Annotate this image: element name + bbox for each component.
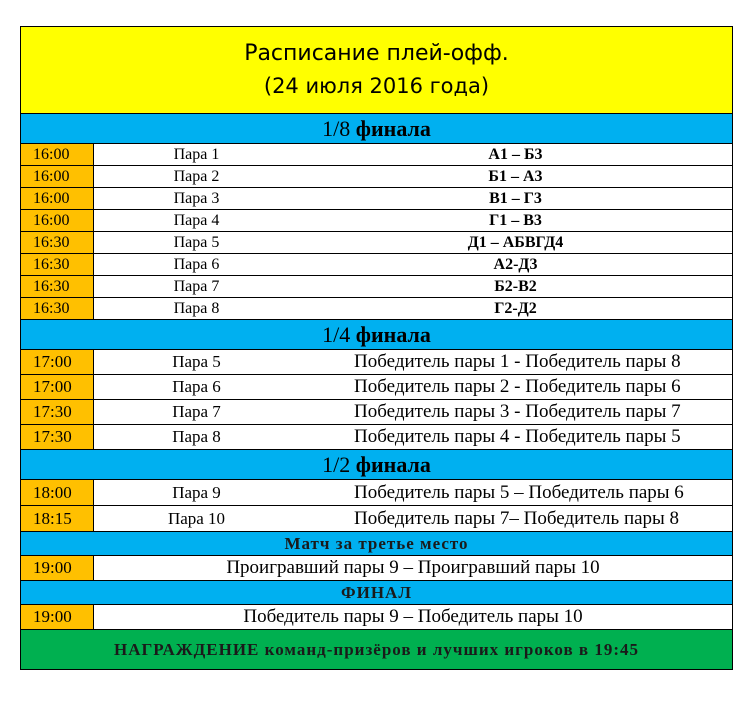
pair-number: Пара 2 [173, 167, 220, 185]
stage-header-sf [21, 450, 732, 480]
match-time: 17:30 [21, 400, 94, 424]
table-row [21, 350, 732, 375]
table-row [21, 232, 732, 254]
match-teams: Победитель пары 2 - Победитель пары 6 [354, 376, 681, 397]
match-time: 16:30 [21, 232, 94, 253]
match-time: 17:00 [21, 350, 94, 374]
award-banner [21, 630, 732, 669]
match-time: 19:00 [21, 605, 94, 629]
pair-number: Пара 1 [173, 145, 220, 163]
table-row [21, 188, 732, 210]
pair-number: Пара 5 [172, 352, 221, 371]
match-teams: В1 – Г3 [489, 189, 542, 207]
match-teams: Проигравший пары 9 – Проигравший пары 10 [226, 557, 600, 578]
match-time: 16:00 [21, 188, 94, 209]
table-row [21, 166, 732, 188]
match-teams: Д1 – АБВГД4 [467, 233, 564, 251]
pair-number: Пара 6 [173, 255, 220, 273]
match-time: 19:00 [21, 556, 94, 580]
pair-number: Пара 9 [172, 482, 221, 502]
pair-number: Пара 8 [173, 299, 220, 317]
award-label: НАГРАЖДЕНИЕ команд-призёров и лучших игроков в 19:45 [113, 639, 640, 659]
table-row [21, 400, 732, 425]
table-row [21, 210, 732, 232]
stage-word: финала [355, 321, 431, 347]
pair-number: Пара 5 [173, 233, 220, 251]
table-row [21, 144, 732, 166]
stage-label: ФИНАЛ [341, 582, 412, 602]
match-time: 16:30 [21, 298, 94, 319]
match-teams: Победитель пары 5 – Победитель пары 6 [354, 481, 684, 503]
match-time: 16:00 [21, 166, 94, 187]
match-time: 18:15 [21, 506, 94, 531]
stage-word: финала [355, 451, 431, 477]
pair-number: Пара 7 [173, 277, 220, 295]
table-row [21, 298, 732, 320]
stage-prefix: 1/2 [322, 451, 351, 477]
stage-header-final [21, 581, 732, 605]
match-time: 16:00 [21, 144, 94, 165]
match-teams: Победитель пары 7– Победитель пары 8 [354, 507, 680, 529]
table-row [21, 254, 732, 276]
pair-number: Пара 7 [172, 402, 221, 421]
stage-header-r16 [21, 114, 732, 144]
match-teams: Г1 – В3 [489, 211, 542, 229]
stage-header-qf [21, 320, 732, 350]
table-row-final [21, 605, 732, 630]
page-title: Расписание плей-офф. [244, 41, 509, 66]
match-time: 16:30 [21, 276, 94, 297]
match-teams: Б2-В2 [494, 277, 537, 295]
table-row [21, 375, 732, 400]
stage-prefix: 1/8 [322, 115, 351, 141]
pair-number: Пара 3 [173, 189, 220, 207]
table-row [21, 480, 732, 506]
stage-label: Матч за третье место [284, 533, 469, 553]
pair-number: Пара 10 [167, 508, 226, 528]
title-block [21, 27, 732, 114]
stage-header-third-place [21, 532, 732, 556]
match-time: 16:30 [21, 254, 94, 275]
table-row [21, 276, 732, 298]
match-teams: Победитель пары 4 - Победитель пары 5 [354, 426, 681, 447]
match-time: 17:00 [21, 375, 94, 399]
match-time: 17:30 [21, 425, 94, 449]
table-row-third-place [21, 556, 732, 581]
table-row [21, 425, 732, 450]
pair-number: Пара 4 [173, 211, 220, 229]
table-row [21, 506, 732, 532]
match-teams: А1 – Б3 [488, 145, 543, 163]
match-teams: Победитель пары 9 – Победитель пары 10 [243, 606, 583, 627]
pair-number: Пара 6 [172, 377, 221, 396]
page-subtitle: (24 июля 2016 года) [263, 74, 490, 98]
match-teams: Победитель пары 3 - Победитель пары 7 [354, 401, 681, 422]
schedule-table [20, 26, 733, 670]
stage-prefix: 1/4 [322, 321, 351, 347]
match-teams: Победитель пары 1 - Победитель пары 8 [354, 351, 681, 372]
match-time: 16:00 [21, 210, 94, 231]
match-time: 18:00 [21, 480, 94, 505]
pair-number: Пара 8 [172, 427, 221, 446]
stage-word: финала [355, 115, 431, 141]
match-teams: А2-Д3 [493, 255, 538, 273]
match-teams: Б1 – А3 [488, 167, 543, 185]
match-teams: Г2-Д2 [494, 299, 537, 317]
